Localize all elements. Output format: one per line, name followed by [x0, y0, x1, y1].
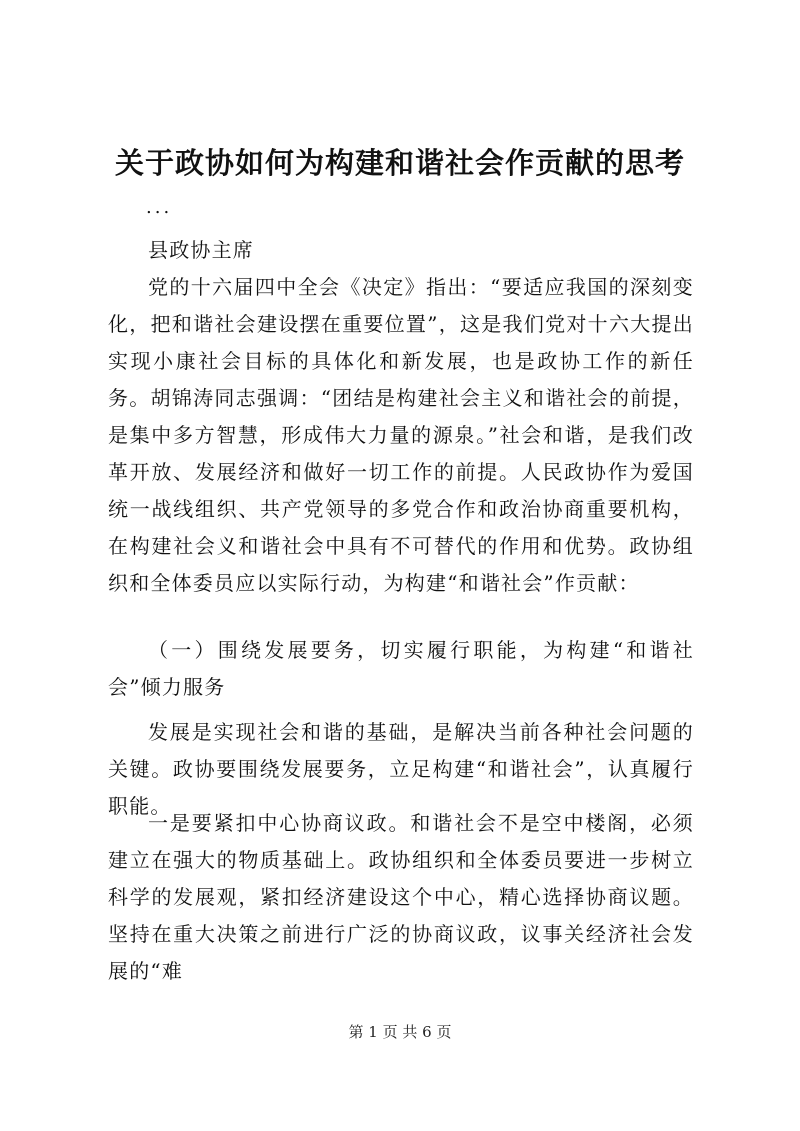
- ellipsis-text: ...: [146, 197, 173, 218]
- page-footer: 第 1 页 共 6 页: [348, 1023, 452, 1041]
- paragraph-consultation: 一是要紧扣中心协商议政。和谐社会不是空中楼阁，必须建立在强大的物质基础上。政协组织和全体委员要进一步树立科学的发展观，紧扣经济建设这个中心，精心选择协商议题。坚持在重大决策之前进行广泛的协商议政，议事关经济社会发展的“难: [108, 811, 694, 983]
- section-heading-one: （一）围绕发展要务，切实履行职能，为构建“和谐社会”倾力服务: [108, 638, 694, 699]
- paragraph-development: 发展是实现社会和谐的基础，是解决当前各种社会问题的关键。政协要围绕发展要务，立足构建“和谐社会”，认真履行职能。: [108, 720, 694, 818]
- paragraph-intro: 党的十六届四中全会《决定》指出：“要适应我国的深刻变化，把和谐社会建设摆在重要位置”，这是我们党对十六大提出实现小康社会目标的具体化和新发展，也是政协工作的新任务。胡锦涛同志强调：“团结是构建社会主义和谐社会的前提，是集中多方智慧，形成伟大力量的源泉。”社会和谐，是我们改革开放、发展经济和做好一切工作的前提。人民政协作为爱国统一战线组织、共产党领导的多党合作和政治协商重要机构，在构建社会义和谐社会中具有不可替代的作用和优势。政协组织和全体委员应以实际行动，为构建“和谐社会”作贡献：: [108, 275, 694, 595]
- document-title: 关于政协如何为构建和谐社会作贡献的思考: [114, 146, 685, 180]
- author-line: 县政协主席: [148, 238, 254, 262]
